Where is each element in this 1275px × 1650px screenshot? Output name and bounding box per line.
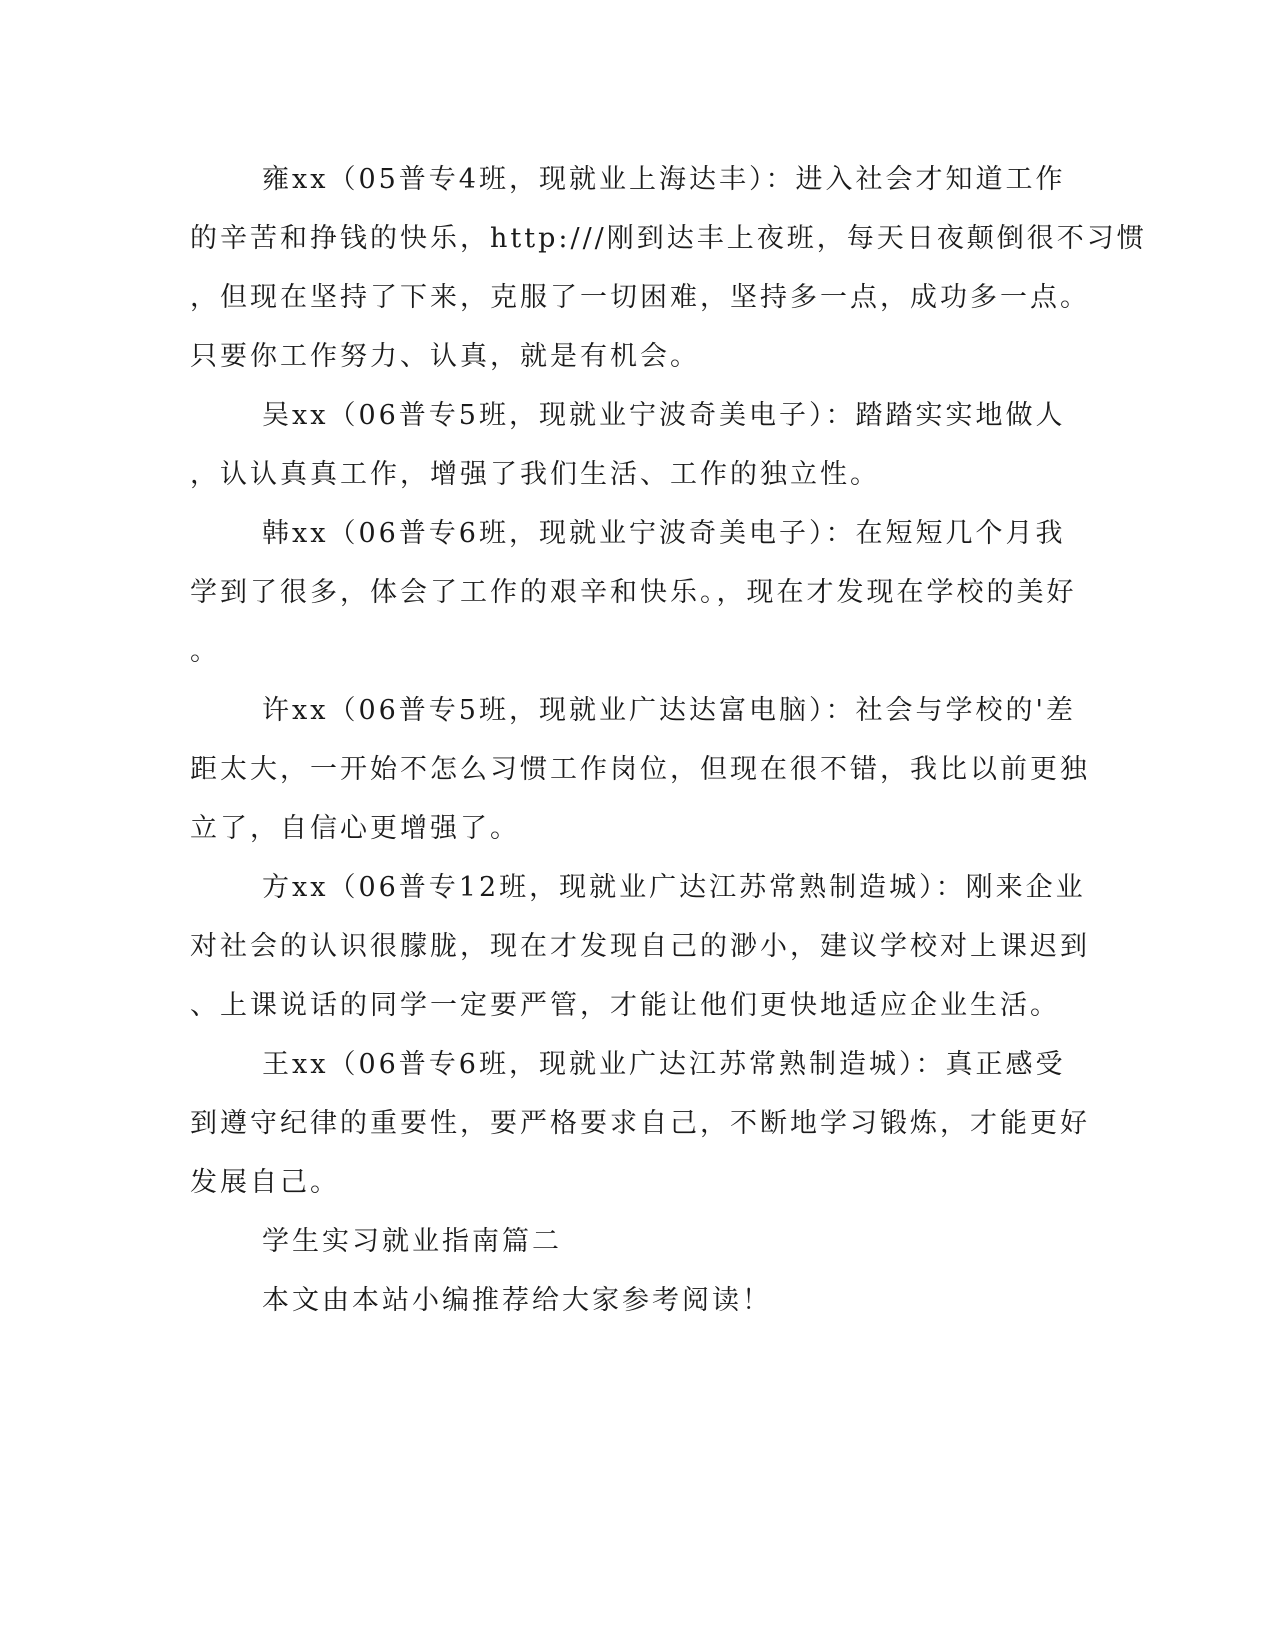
paragraph-2-line-2: ，认认真真工作，增强了我们生活、工作的独立性。 (190, 459, 880, 490)
section-heading: 学生实习就业指南篇二 (262, 1226, 562, 1257)
paragraph-6-line-2: 到遵守纪律的重要性，要严格要求自己，不断地学习锻炼，才能更好 (190, 1108, 1090, 1139)
paragraph-1-line-3: ，但现在坚持了下来，克服了一切困难，坚持多一点，成功多一点。 (190, 282, 1090, 313)
paragraph-5-line-2: 对社会的认识很朦胧，现在才发现自己的渺小，建议学校对上课迟到 (190, 931, 1090, 962)
paragraph-6-line-1: 王xx（06普专6班，现就业广达江苏常熟制造城）：真正感受 (262, 1049, 1066, 1080)
paragraph-5-line-3: 、上课说话的同学一定要严管，才能让他们更快地适应企业生活。 (190, 990, 1060, 1021)
paragraph-4-line-3: 立了，自信心更增强了。 (190, 813, 520, 844)
paragraph-3-line-2: 学到了很多，体会了工作的艰辛和快乐。，现在才发现在学校的美好 (190, 577, 1077, 608)
paragraph-1-line-4: 只要你工作努力、认真，就是有机会。 (190, 341, 700, 372)
paragraph-3-line-1: 韩xx（06普专6班，现就业宁波奇美电子）：在短短几个月我 (262, 518, 1066, 549)
paragraph-1-line-2: 的辛苦和挣钱的快乐，http:///刚到达丰上夜班，每天日夜颠倒很不习惯 (190, 223, 1147, 254)
recommendation-note: 本文由本站小编推荐给大家参考阅读！ (262, 1285, 772, 1316)
paragraph-2-line-1: 吴xx（06普专5班，现就业宁波奇美电子）：踏踏实实地做人 (262, 400, 1066, 431)
paragraph-6-line-3: 发展自己。 (190, 1167, 340, 1198)
paragraph-4-line-1: 许xx（06普专5班，现就业广达达富电脑）：社会与学校的'差 (262, 695, 1076, 726)
paragraph-5-line-1: 方xx（06普专12班，现就业广达江苏常熟制造城）：刚来企业 (262, 872, 1086, 903)
paragraph-3-line-3: 。 (190, 636, 220, 667)
paragraph-4-line-2: 距太大，一开始不怎么习惯工作岗位，但现在很不错，我比以前更独 (190, 754, 1090, 785)
paragraph-1-line-1: 雍xx（05普专4班，现就业上海达丰）：进入社会才知道工作 (262, 164, 1066, 195)
